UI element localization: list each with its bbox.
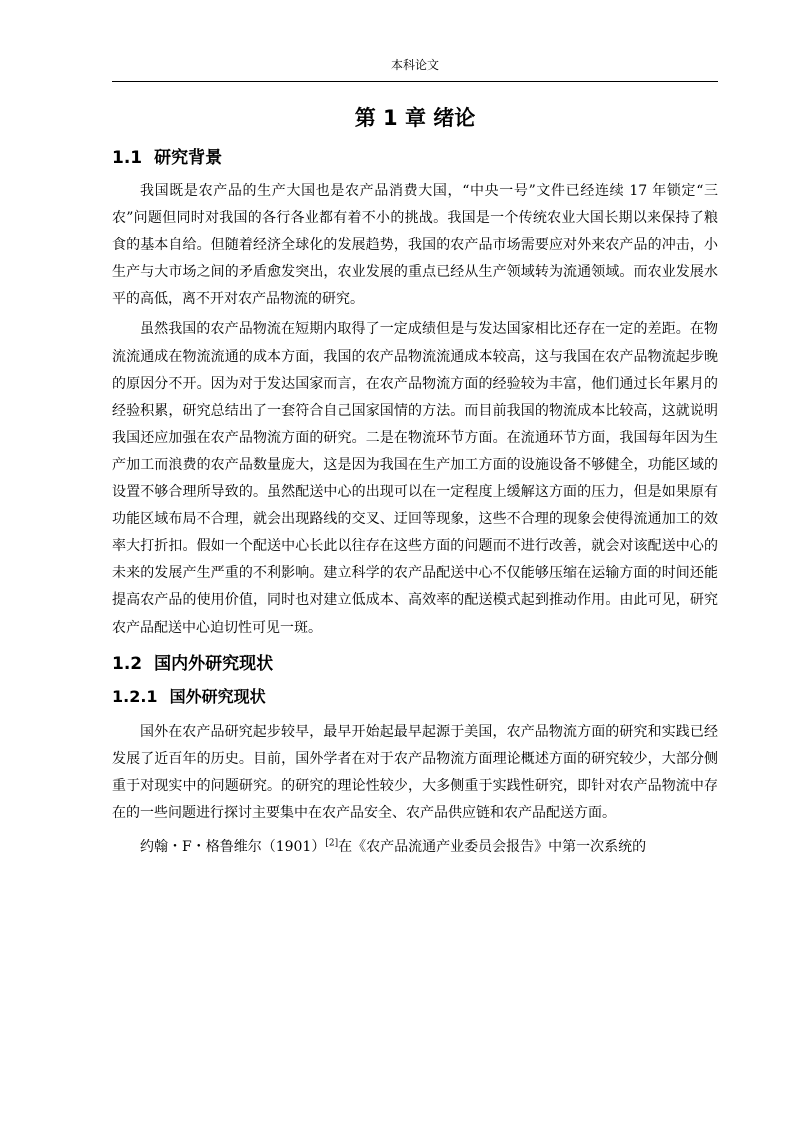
section-number: 1.1	[112, 148, 143, 168]
section-title: 研究背景	[154, 148, 223, 168]
body-paragraph: 虽然我国的农产品物流在短期内取得了一定成绩但是与发达国家相比还存在一定的差距。在物流流通成在物流流通的成本方面，我国的农产品物流流通成本较高，这与我国在农产品物流起步晚的原因分不开。因为对于发达国家而言，在农产品物流方面的经验较为丰富，他们通过长年累月的经验积累，研究总结出了一套符合自己国家国情的方法。而目前我国的物流成本比较高，这就说明我国还应加强在农产品物流方面的研究。二是在物流环节方面。在流通环节方面，我国每年因为生产加工而浪费的农产品数量庞大，这是因为我国在生产加工方面的设施设备不够健全，功能区域的设置不够合理所导致的。虽然配送中心的出现可以在一定程度上缓解这方面的压力，但是如果原有功能区域布局不合理，就会出现路线的交叉、迂回等现象，这些不合理的现象会使得流通加工的效率大打折扣。假如一个配送中心长此以往存在这些方面的问题而不进行改善，就会对该配送中心的未来的发展产生严重的不利影响。建立科学的农产品配送中心不仅能够压缩在运输方面的时间还能提高农产品的使用价值，同时也对建立低成本、高效率的配送模式起到推动作用。由此可见，研究农产品配送中心迫切性可见一斑。	[112, 321, 718, 636]
chapter-title: 第 1 章 绪论	[354, 106, 476, 130]
section-heading-1-2	[112, 647, 718, 681]
section-title: 国内外研究现状	[154, 653, 274, 674]
body-paragraph: 我国既是农产品的生产大国也是农产品消费大国，“中央一号”文件已经连续 17 年锁定“三农”问题但同时对我国的各行各业都有着不小的挑战。我国是一个传统农业大国长期以来保持了粮食的基本自给。但随着经济全球化的发展趋势，我国的农产品市场需要应对外来农产品的冲击，小生产与大市场之间的矛盾愈发突出，农业发展的重点已经从生产领域转为流通领域。而农业发展水平的高低，离不开对农产品物流的研究。	[112, 183, 718, 308]
section-heading-1-1	[112, 141, 718, 175]
paragraph-text: 约翰・F・格鲁维尔（1901）	[140, 838, 326, 855]
body-paragraph-with-citation	[112, 834, 718, 861]
running-title: 本科论文	[390, 58, 439, 72]
page-header	[112, 54, 718, 82]
citation-reference[interactable]: [2]	[325, 838, 339, 849]
document-body	[112, 96, 718, 861]
subsection-title: 国外研究现状	[169, 686, 266, 706]
subsection-number: 1.2.1	[112, 686, 158, 706]
paragraph-text: 在《农产品流通产业委员会报告》中第一次系统的	[338, 838, 647, 855]
body-paragraph: 国外在农产品研究起步较早，最早开始起最早起源于美国，农产品物流方面的研究和实践已经发展了近百年的历史。目前，国外学者在对于农产品物流方面理论概述方面的研究较少，大部分侧重于对现实中的问题研究。的研究的理论性较少，大多侧重于实践性研究，即针对农产品物流中存在的一些问题进行探讨主要集中在农产品安全、农产品供应链和农产品配送方面。	[112, 723, 718, 821]
section-number: 1.2	[112, 653, 143, 674]
subsection-heading-1-2-1	[112, 681, 718, 713]
